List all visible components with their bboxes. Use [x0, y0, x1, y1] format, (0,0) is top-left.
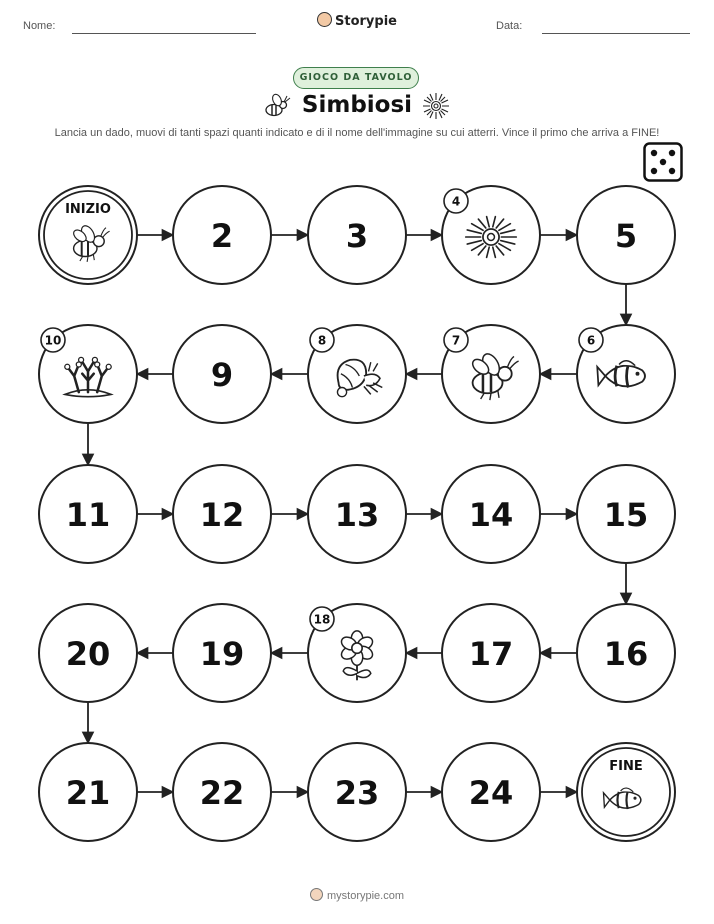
space-21[interactable] — [39, 743, 137, 841]
start-label: INIZIO — [65, 202, 111, 217]
space-3[interactable] — [308, 186, 406, 284]
space-start[interactable] — [39, 186, 137, 284]
svg-text:18: 18 — [313, 612, 331, 627]
space-24[interactable] — [442, 743, 540, 841]
space-number: 20 — [65, 635, 111, 673]
footer — [0, 888, 714, 902]
flower-icon — [339, 631, 375, 680]
svg-text:7: 7 — [451, 333, 461, 348]
space-number: 13 — [334, 496, 380, 534]
space-11[interactable] — [39, 465, 137, 563]
space-23[interactable] — [308, 743, 406, 841]
space-6[interactable] — [577, 325, 675, 423]
space-number: 19 — [199, 635, 245, 673]
space-14[interactable] — [442, 465, 540, 563]
space-number-badge — [579, 328, 603, 352]
space-number-badge — [310, 328, 334, 352]
space-number: 5 — [614, 217, 638, 255]
space-number: 9 — [210, 356, 234, 394]
footer-site[interactable]: mystorypie.com — [326, 890, 405, 902]
name-label: Nome: — [23, 20, 56, 32]
svg-text:4: 4 — [451, 194, 461, 209]
svg-text:6: 6 — [586, 333, 596, 348]
space-16[interactable] — [577, 604, 675, 702]
svg-text:8: 8 — [317, 333, 327, 348]
space-5[interactable] — [577, 186, 675, 284]
space-number: 14 — [468, 496, 514, 534]
instructions: Lancia un dado, muovi di tanti spazi quanti indicato e di il nome dell'immagine su cui atterri. Vince il primo che arriva a FINE! — [54, 127, 660, 139]
space-7[interactable] — [442, 325, 540, 423]
space-number-badge — [310, 607, 334, 631]
space-20[interactable] — [39, 604, 137, 702]
game-type-badge: GIOCO DA TAVOLO — [293, 67, 419, 89]
space-13[interactable] — [308, 465, 406, 563]
space-number: 17 — [468, 635, 514, 673]
space-finish[interactable] — [577, 743, 675, 841]
space-10[interactable] — [39, 325, 137, 423]
space-19[interactable] — [173, 604, 271, 702]
space-2[interactable] — [173, 186, 271, 284]
space-8[interactable] — [308, 325, 406, 423]
space-number: 22 — [199, 774, 245, 812]
space-18[interactable] — [308, 604, 406, 702]
date-label: Data: — [496, 20, 523, 32]
brand-name: Storypie — [335, 14, 397, 29]
space-number: 12 — [199, 496, 245, 534]
space-number: 16 — [603, 635, 649, 673]
space-number: 15 — [603, 496, 649, 534]
page-title: Simbiosi — [301, 92, 413, 118]
space-4[interactable] — [442, 186, 540, 284]
space-number-badge — [41, 328, 65, 352]
space-number-badge — [444, 328, 468, 352]
space-15[interactable] — [577, 465, 675, 563]
space-22[interactable] — [173, 743, 271, 841]
space-17[interactable] — [442, 604, 540, 702]
space-number-badge — [444, 189, 468, 213]
space-number: 21 — [65, 774, 111, 812]
svg-text:10: 10 — [44, 333, 62, 348]
space-9[interactable] — [173, 325, 271, 423]
space-12[interactable] — [173, 465, 271, 563]
finish-label: FINE — [609, 759, 643, 774]
space-number: 24 — [468, 774, 514, 812]
space-number: 11 — [65, 496, 111, 534]
space-number: 23 — [334, 774, 380, 812]
space-number: 2 — [210, 217, 234, 255]
footer-logo-icon — [310, 888, 323, 901]
space-number: 3 — [345, 217, 369, 255]
